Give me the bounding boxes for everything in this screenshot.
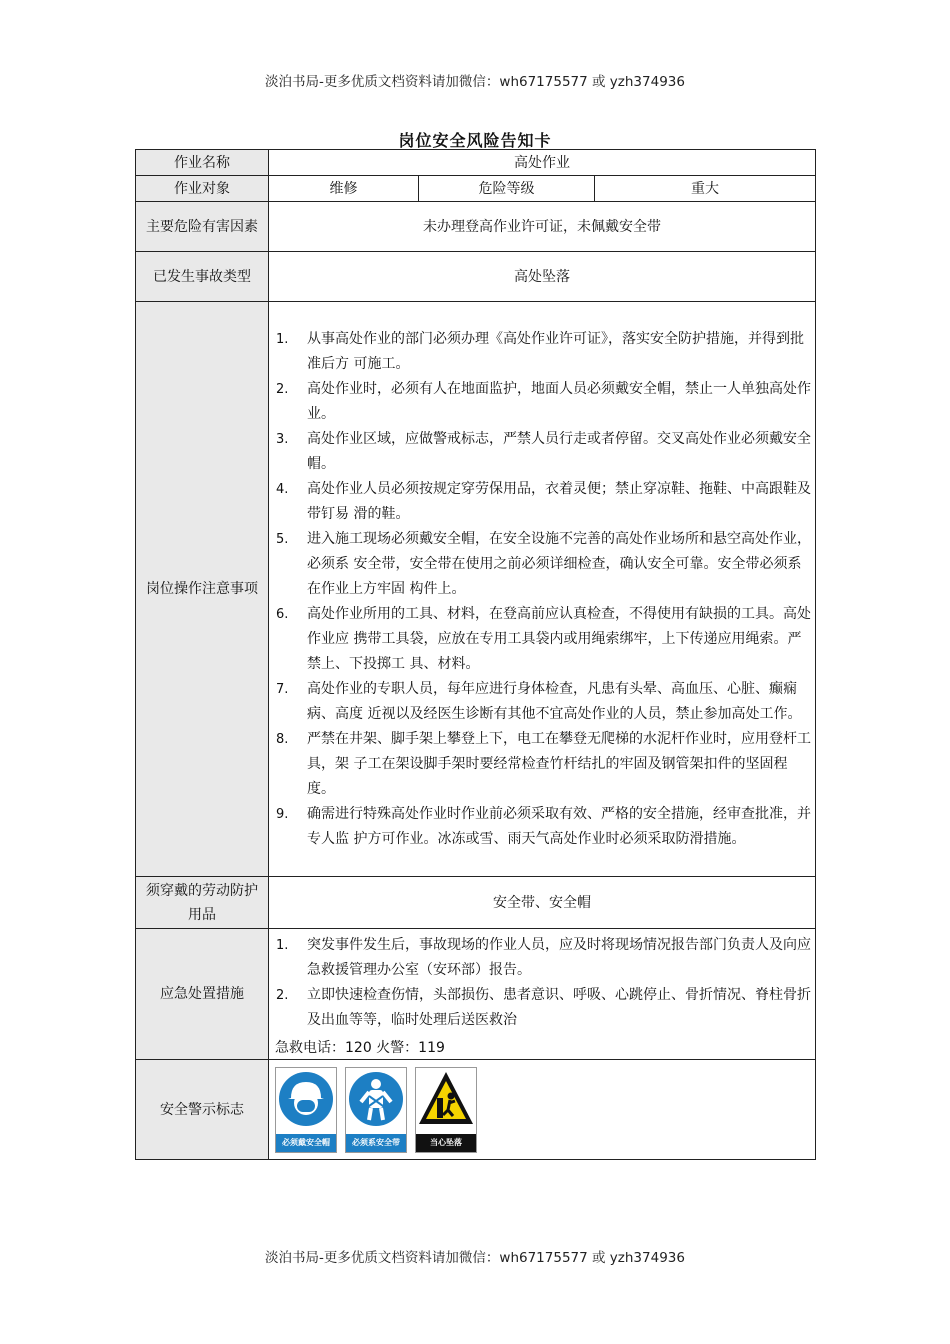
page-title: 岗位安全风险告知卡 bbox=[398, 131, 552, 150]
table-row bbox=[136, 1060, 816, 1160]
table-row bbox=[136, 302, 816, 877]
accident-label: 已发生事故类型 bbox=[136, 252, 269, 302]
ppe-label: 须穿戴的劳动防护用品 bbox=[136, 877, 269, 929]
emergency-cell bbox=[269, 929, 816, 1060]
list-item-number: 1. bbox=[276, 331, 289, 347]
list-item-text: 立即快速检查伤情，头部损伤、患者意识、呼吸、心跳停止、骨折情况、脊柱骨折及出血等等，临时处理后送医救治 bbox=[307, 987, 811, 1028]
list-item bbox=[269, 527, 815, 602]
list-item-text: 确需进行特殊高处作业时作业前必须采取有效、严格的安全措施，经审查批准，并专人监 护方可作业。冰冻或雪、雨天气高处作业时必须采取防滑措施。 bbox=[307, 805, 811, 847]
job-name-label: 作业名称 bbox=[136, 150, 269, 176]
table-row bbox=[136, 929, 816, 1060]
list-item bbox=[269, 427, 815, 477]
list-item-text: 从事高处作业的部门必须办理《高处作业许可证》，落实安全防护措施，并得到批准后方 可施工。 bbox=[307, 330, 804, 372]
list-item-text: 突发事件发生后，事故现场的作业人员，应及时将现场情况报告部门负责人及向应急救援管理办公室（安环部）报告。 bbox=[307, 937, 811, 978]
job-target-label: 作业对象 bbox=[136, 176, 269, 202]
sign-wear-helmet bbox=[275, 1067, 337, 1153]
sign-wear-harness bbox=[345, 1067, 407, 1153]
harness-icon bbox=[347, 1068, 405, 1130]
emergency-label: 应急处置措施 bbox=[136, 929, 269, 1060]
list-item-text: 高处作业时，必须有人在地面监护，地面人员必须戴安全帽，禁止一人单独高处作业。 bbox=[307, 380, 811, 422]
list-item-number: 2. bbox=[276, 381, 289, 397]
rules-cell bbox=[269, 302, 816, 877]
signs-label: 安全警示标志 bbox=[136, 1060, 269, 1160]
list-item-number: 8. bbox=[276, 731, 289, 747]
risk-level-value: 重大 bbox=[595, 176, 816, 202]
rules-list bbox=[269, 327, 815, 852]
list-item-text: 高处作业区域，应做警戒标志，严禁人员行走或者停留。交叉高处作业必须戴安全帽。 bbox=[307, 430, 811, 472]
job-target-value: 维修 bbox=[269, 176, 419, 202]
list-item bbox=[269, 802, 815, 852]
sign-caption: 当心坠落 bbox=[416, 1134, 476, 1152]
list-item bbox=[269, 983, 815, 1033]
list-item-number: 9. bbox=[276, 806, 289, 822]
list-item bbox=[269, 327, 815, 377]
table-row bbox=[136, 202, 816, 252]
table-row bbox=[136, 877, 816, 929]
rules-label: 岗位操作注意事项 bbox=[136, 302, 269, 877]
list-item-number: 5. bbox=[276, 531, 289, 547]
sign-fall-warning bbox=[415, 1067, 477, 1153]
ppe-value: 安全带、安全帽 bbox=[269, 877, 816, 929]
job-name-value: 高处作业 bbox=[269, 150, 816, 176]
sign-caption: 必须戴安全帽 bbox=[276, 1134, 336, 1152]
list-item bbox=[269, 727, 815, 802]
emergency-list bbox=[269, 933, 815, 1033]
page-header: 淡泊书局-更多优质文档资料请加微信：wh67175577 或 yzh374936 bbox=[265, 74, 685, 90]
list-item-text: 严禁在井架、脚手架上攀登上下，电工在攀登无爬梯的水泥杆作业时，应用登杆工具，架 子工在架设脚手架时要经常检查竹杆结扎的牢固及钢管架扣件的坚固程度。 bbox=[307, 730, 811, 797]
fall-warning-icon bbox=[417, 1068, 475, 1130]
list-item-number: 4. bbox=[276, 481, 289, 497]
list-item bbox=[269, 477, 815, 527]
list-item-text: 进入施工现场必须戴安全帽，在安全设施不完善的高处作业场所和悬空高处作业，必须系 安全带，安全带在使用之前必须详细检查，确认安全可靠。安全带必须系在作业上方牢固 构件上。 bbox=[307, 530, 811, 597]
list-item bbox=[269, 377, 815, 427]
list-item-text: 高处作业的专职人员，每年应进行身体检查，凡患有头晕、高血压、心脏、癫痫病、高度 近视以及经医生诊断有其他不宜高处作业的人员，禁止参加高处工作。 bbox=[307, 680, 802, 722]
hazard-value: 未办理登高作业许可证，未佩戴安全带 bbox=[269, 202, 816, 252]
sign-caption: 必须系安全带 bbox=[346, 1134, 406, 1152]
hazard-label: 主要危险有害因素 bbox=[136, 202, 269, 252]
list-item-number: 3. bbox=[276, 431, 289, 447]
table-row bbox=[136, 176, 816, 202]
helmet-icon bbox=[277, 1068, 335, 1130]
emergency-phone: 急救电话：120 火警：119 bbox=[275, 1040, 445, 1056]
list-item-number: 1. bbox=[276, 938, 289, 953]
accident-value: 高处坠落 bbox=[269, 252, 816, 302]
page-footer: 淡泊书局-更多优质文档资料请加微信：wh67175577 或 yzh374936 bbox=[265, 1250, 685, 1266]
list-item bbox=[269, 677, 815, 727]
list-item-text: 高处作业人员必须按规定穿劳保用品，衣着灵便；禁止穿凉鞋、拖鞋、中高跟鞋及带钉易 滑的鞋。 bbox=[307, 480, 811, 522]
list-item-text: 高处作业所用的工具、材料，在登高前应认真检查，不得使用有缺损的工具。高处作业应 携带工具袋，应放在专用工具袋内或用绳索绑牢，上下传递应用绳索。严禁上、下投掷工 具、材料。 bbox=[307, 605, 811, 672]
signs-cell bbox=[269, 1060, 816, 1160]
risk-level-label: 危险等级 bbox=[419, 176, 595, 202]
table-row bbox=[136, 252, 816, 302]
list-item bbox=[269, 602, 815, 677]
list-item-number: 7. bbox=[276, 681, 289, 697]
risk-card-table bbox=[135, 149, 816, 1160]
table-row bbox=[136, 150, 816, 176]
list-item bbox=[269, 933, 815, 983]
list-item-number: 6. bbox=[276, 606, 289, 622]
list-item-number: 2. bbox=[276, 988, 289, 1003]
